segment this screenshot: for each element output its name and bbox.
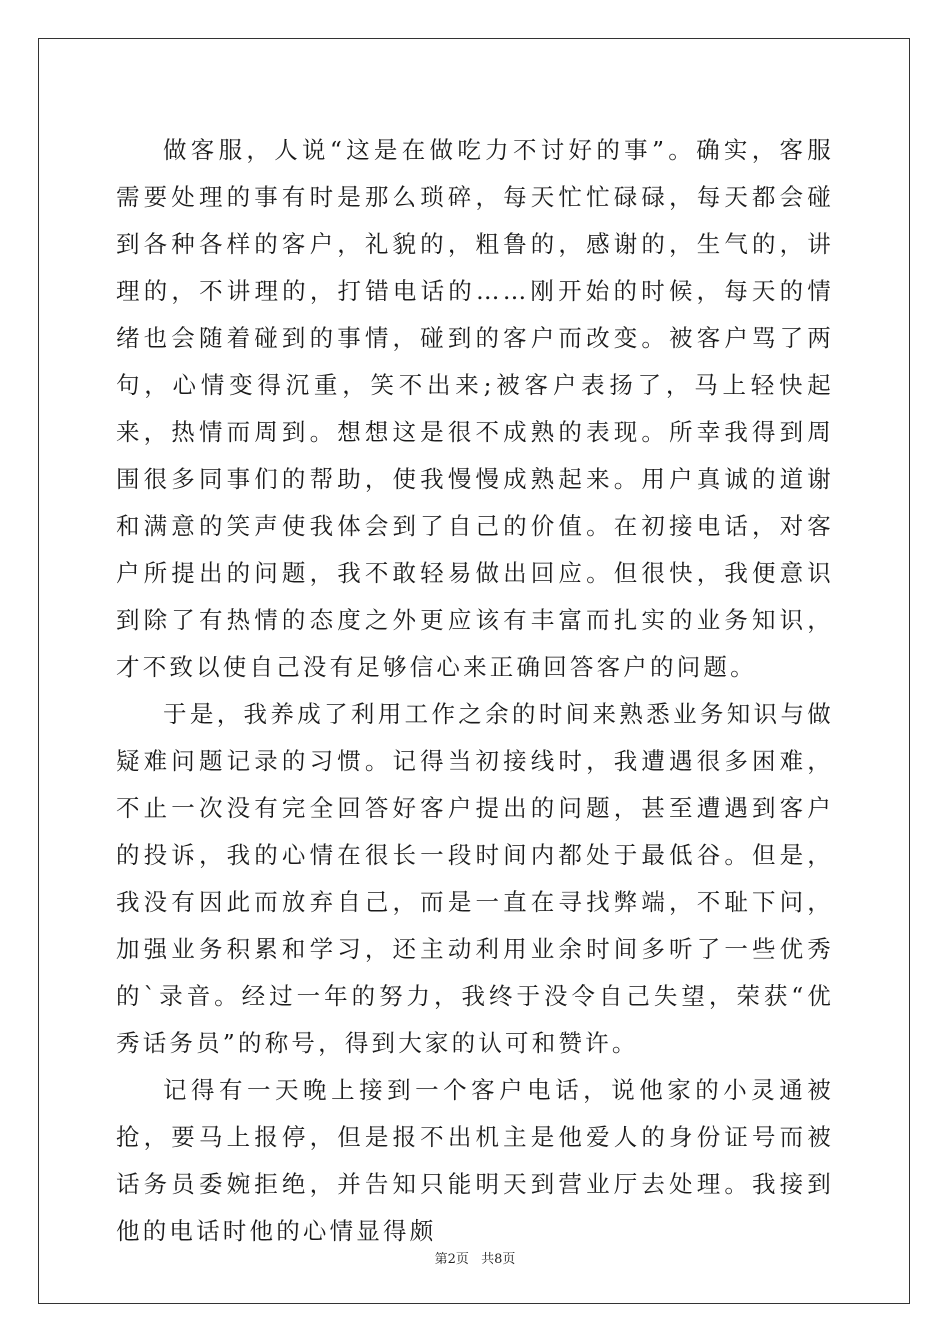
page-footer [0,1248,950,1267]
paragraph-3: 记得有一天晚上接到一个客户电话，说他家的小灵通被抢，要马上报停，但是报不出机主是他爱人的身份证号而被话务员委婉拒绝，并告知只能明天到营业厅去处理。我接到他的电话时他的心情显得颇 [116,1076,834,1245]
paragraph-2: 于是，我养成了利用工作之余的时间来熟悉业务知识与做疑难问题记录的习惯。记得当初接线时，我遭遇很多困难，不止一次没有完全回答好客户提出的问题，甚至遭遇到客户的投诉，我的心情在很长一段时间内都处于最低谷。但是，我没有因此而放弃自己，而是一直在寻找弊端，不耻下问，加强业务积累和学习，还主动利用业余时间多听了一些优秀的`录音。经过一年的努力，我终于没令自己失望，荣获“优秀话务员”的称号，得到大家的认可和赞许。 [116,700,834,1057]
page-number: 第2页 [434,1252,469,1267]
paragraph-1: 做客服，人说“这是在做吃力不讨好的事”。确实，客服需要处理的事有时是那么琐碎，每天忙忙碌碌，每天都会碰到各种各样的客户，礼貌的，粗鲁的，感谢的，生气的，讲理的，不讲理的，打错电话的……刚开始的时候，每天的情绪也会随着碰到的事情，碰到的客户而改变。被客户骂了两句，心情变得沉重，笑不出来;被客户表扬了，马上轻快起来，热情而周到。想想这是很不成熟的表现。所幸我得到周围很多同事们的帮助，使我慢慢成熟起来。用户真诚的道谢和满意的笑声使我体会到了自己的价值。在初接电话，对客户所提出的问题，我不敢轻易做出回应。但很快，我便意识到除了有热情的态度之外更应该有丰富而扎实的业务知识，才不致以使自己没有足够信心来正确回答客户的问题。 [116,136,834,681]
page-total: 共8页 [481,1252,516,1267]
document-body [116,127,834,1255]
